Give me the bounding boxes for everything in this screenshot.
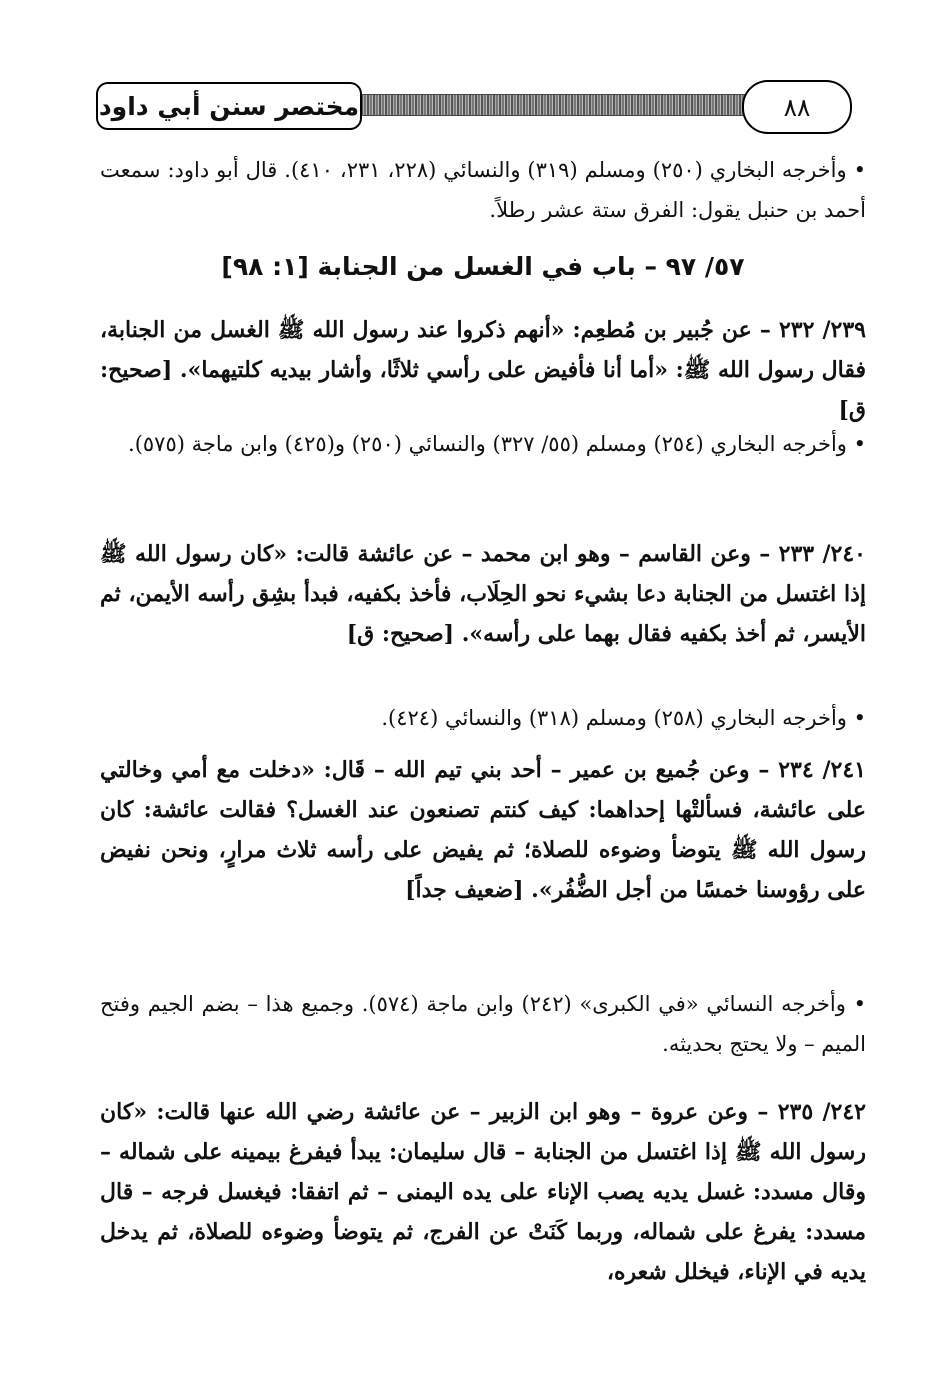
takhrij-239: • وأخرجه البخاري (٢٥٤) ومسلم (٥٥/ ٣٢٧) والنسائي (٢٥٠) و(٤٢٥) وابن ماجة (٥٧٥). — [100, 424, 866, 464]
chapter-heading: ٥٧/ ٩٧ – باب في الغسل من الجنابة [١: ٩٨] — [221, 252, 745, 281]
hadith-240: ٢٤٠/ ٢٣٣ – وعن القاسم – وهو ابن محمد – عن عائشة قالت: «كان رسول الله ﷺ إذا اغتسل من الجنابة دعا بشيء نحو الحِلَاب، فأخذ بكفيه، فبدأ بشِق رأسه الأيمن، ثم الأيسر، ثم أخذ بكفيه فقال بهما على رأسه». [صحيح: ق] — [100, 541, 866, 647]
takhrij-240: • وأخرجه البخاري (٢٥٨) ومسلم (٣١٨) والنسائي (٤٢٤). — [100, 698, 866, 738]
hadith-241: ٢٤١/ ٢٣٤ – وعن جُميع بن عمير – أحد بني تيم الله – قَال: «دخلت مع أمي وخالتي على عائشة، فسألتْها إحداهما: كيف كنتم تصنعون عند الغسل؟ فقالت عائشة: كان رسول الله ﷺ يتوضأ وضوءه للصلاة؛ ثم يفيض على رأسه ثلاث مرارٍ، ونحن نفيض على رؤوسنا خمسًا من أجل الضُّفُر». [ضعيف جداً] — [100, 757, 866, 903]
hadith-242: ٢٤٢/ ٢٣٥ – وعن عروة – وهو ابن الزبير – عن عائشة رضي الله عنها قالت: «كان رسول الله ﷺ إذا اغتسل من الجنابة – قال سليمان: يبدأ فيفرغ بيمينه على شماله – وقال مسدد: غسل يديه يصب الإناء على يده اليمنى – ثم اتفقا: فيغسل فرجه – قال مسدد: يفرغ على شماله، وربما كَنَتْ عن الفرج، ثم يتوضأ وضوءه للصلاة، ثم يدخل يديه في الإناء، فيخلل شعره، — [100, 1099, 866, 1285]
takhrij-paragraph: • وأخرجه البخاري (٢٥٠) ومسلم (٣١٩) والنسائي (٢٢٨، ٢٣١، ٤١٠). قال أبو داود: سمعت أحمد بن حنبل يقول: الفرق ستة عشر رطلاً. — [100, 150, 866, 230]
running-header — [96, 80, 862, 132]
page-number: ٨٨ — [742, 80, 852, 134]
book-title: مختصر سنن أبي داود — [96, 82, 362, 130]
hadith-239: ٢٣٩/ ٢٣٢ – عن جُبير بن مُطعِم: «أنهم ذكروا عند رسول الله ﷺ الغسل من الجنابة، فقال رسول الله ﷺ: «أما أنا فأفيض على رأسي ثلاثًا، وأشار بيديه كلتيهما». [صحيح: ق] — [100, 317, 866, 423]
takhrij-241: • وأخرجه النسائي «في الكبرى» (٢٤٢) وابن ماجة (٥٧٤). وجميع هذا – بضم الجيم وفتح الميم – ولا يحتج بحديثه. — [100, 984, 866, 1064]
